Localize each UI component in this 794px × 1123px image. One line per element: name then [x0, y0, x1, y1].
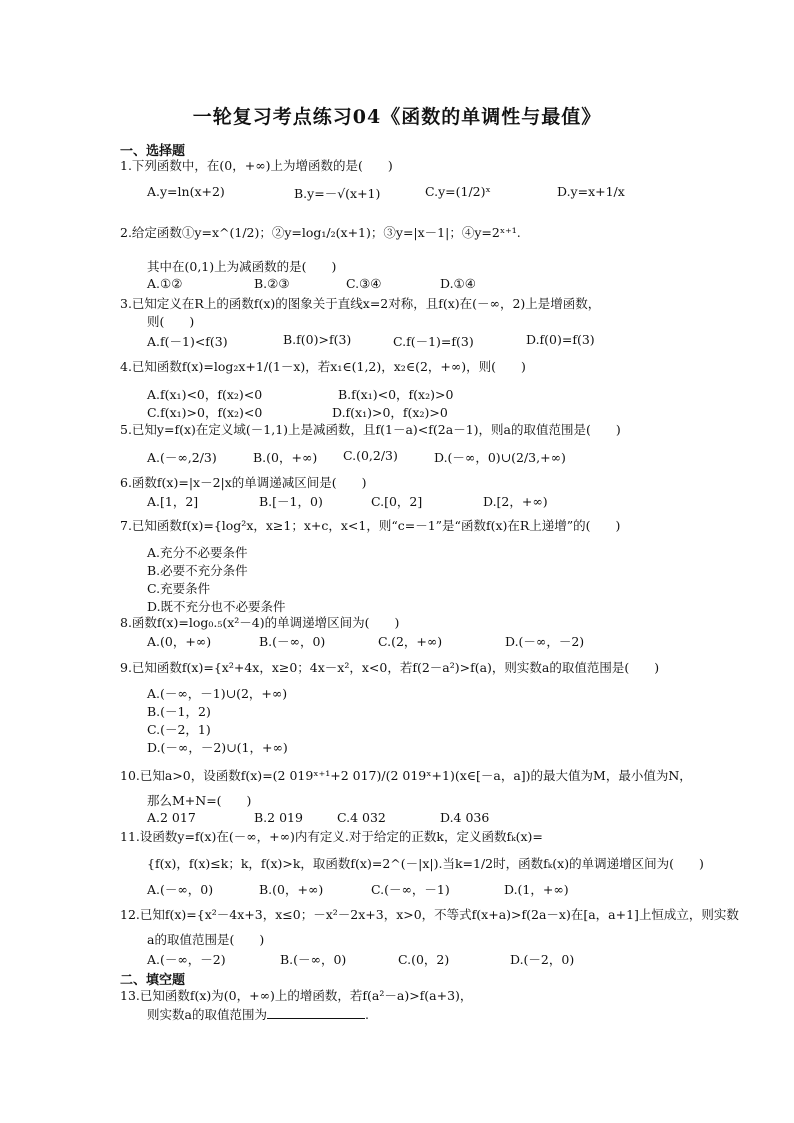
q13-sub-line: [147, 1006, 369, 1024]
q8-option-d: D.(－∞，－2): [505, 634, 585, 649]
q7-option-d: D.既不充分也不必要条件: [147, 599, 286, 614]
q8-option-c: C.(2，+∞): [378, 634, 443, 649]
q12-option-b: B.(－∞，0): [280, 952, 347, 967]
q11-option-b: B.(0，+∞): [259, 882, 324, 897]
q9-option-c: C.(－2，1): [147, 722, 211, 737]
q13-stem: 13.已知函数f(x)为(0，+∞)上的增函数，若f(a²－a)>f(a+3)，: [120, 988, 473, 1003]
q1-option-b: B.y=－√(x+1): [294, 186, 381, 201]
q1-option-a: A.y=ln(x+2): [147, 184, 225, 199]
q7-stem: 7.已知函数f(x)={log²x，x≥1；x+c，x<1，则“c=－1”是“函数f(x)在R上递增”的( ): [120, 518, 621, 533]
q13-sub: 则实数a的取值范围为: [147, 1007, 267, 1022]
q10-sub: 那么M+N=( ): [147, 793, 252, 808]
q11-option-d: D.(1，+∞): [504, 882, 569, 897]
q7-option-b: B.必要不充分条件: [147, 563, 248, 578]
q2-option-b: B.②③: [254, 276, 290, 291]
q4-option-d: D.f(x₁)>0，f(x₂)>0: [332, 405, 448, 420]
q13-period: .: [364, 1007, 369, 1022]
section-fill: 二、填空题: [120, 973, 186, 988]
q10-option-d: D.4 036: [440, 810, 490, 825]
q11-option-a: A.(－∞，0): [147, 882, 214, 897]
q4-option-a: A.f(x₁)<0，f(x₂)<0: [147, 387, 263, 402]
q5-option-c: C.(0,2/3): [343, 448, 398, 463]
q11-option-c: C.(－∞，－1): [371, 882, 450, 897]
q1-option-d: D.y=x+1/x: [557, 184, 625, 199]
q10-option-b: B.2 019: [254, 810, 303, 825]
q3-option-a: A.f(－1)<f(3): [147, 334, 228, 349]
q12-option-c: C.(0，2): [398, 952, 450, 967]
q8-option-b: B.(－∞，0): [259, 634, 326, 649]
q9-stem: 9.已知函数f(x)={x²+4x，x≥0；4x－x²，x<0，若f(2－a²)>f(a)，则实数a的取值范围是( ): [120, 660, 660, 675]
q3-stem: 3.已知定义在R上的函数f(x)的图象关于直线x=2对称，且f(x)在(－∞，2)上是增函数，: [120, 296, 601, 311]
q12-stem: 12.已知f(x)={x²－4x+3，x≤0；－x²－2x+3，x>0，不等式f(x+a)>f(2a－x)在[a，a+1]上恒成立，则实数: [120, 907, 739, 922]
q5-option-a: A.(－∞,2/3): [147, 450, 217, 465]
q7-option-a: A.充分不必要条件: [147, 545, 248, 560]
q9-option-a: A.(－∞，－1)∪(2，+∞): [147, 686, 288, 701]
q10-option-c: C.4 032: [337, 810, 386, 825]
q6-option-b: B.[－1，0): [259, 494, 323, 509]
answer-blank: [267, 1006, 365, 1019]
q4-option-c: C.f(x₁)>0，f(x₂)<0: [147, 405, 263, 420]
section-choice: 一、选择题: [120, 144, 186, 159]
q12-sub: a的取值范围是( ): [147, 932, 265, 947]
q10-option-a: A.2 017: [147, 810, 196, 825]
q7-option-c: C.充要条件: [147, 581, 211, 596]
q6-stem: 6.函数f(x)=|x－2|x的单调递减区间是( ): [120, 475, 367, 490]
q6-option-d: D.[2，+∞): [483, 494, 548, 509]
q2-stem: 2.给定函数①y=x^(1/2)；②y=log₁/₂(x+1)；③y=|x－1|；④y=2ˣ⁺¹.: [120, 225, 521, 240]
q4-stem: 4.已知函数f(x)=log₂x+1/(1－x)，若x₁∈(1,2)，x₂∈(2，+∞)，则( ): [120, 359, 526, 374]
q8-option-a: A.(0，+∞): [147, 634, 212, 649]
q8-stem: 8.函数f(x)=log₀.₅(x²－4)的单调递增区间为( ): [120, 615, 400, 630]
q9-option-d: D.(－∞，－2)∪(1，+∞): [147, 740, 288, 755]
q1-option-c: C.y=(1/2)ˣ: [425, 184, 491, 199]
q11-stem: 11.设函数y=f(x)在(－∞，+∞)内有定义.对于给定的正数k，定义函数fₖ(x)=: [120, 829, 543, 844]
q9-option-b: B.(－1，2): [147, 704, 211, 719]
q10-stem: 10.已知a>0，设函数f(x)=(2 019ˣ⁺¹+2 017)/(2 019ˣ+1)(x∈[－a，a])的最大值为M，最小值为N，: [120, 768, 692, 783]
q3-option-d: D.f(0)=f(3): [526, 332, 595, 347]
q2-option-c: C.③④: [346, 276, 382, 291]
q3-option-b: B.f(0)>f(3): [283, 332, 352, 347]
q4-option-b: B.f(x₁)<0，f(x₂)>0: [338, 387, 454, 402]
q1-stem: 1.下列函数中，在(0，+∞)上为增函数的是( ): [120, 158, 393, 173]
q11-sub: {f(x)，f(x)≤k；k，f(x)>k，取函数f(x)=2^(－|x|).当k=1/2时，函数fₖ(x)的单调递增区间为( ): [147, 856, 704, 871]
q5-option-d: D.(－∞，0)∪(2/3,+∞): [434, 450, 566, 465]
q5-option-b: B.(0，+∞): [253, 450, 318, 465]
q5-stem: 5.已知y=f(x)在定义域(－1,1)上是减函数，且f(1－a)<f(2a－1)，则a的取值范围是( ): [120, 422, 621, 437]
q6-option-a: A.[1，2]: [147, 494, 199, 509]
q12-option-d: D.(－2，0): [510, 952, 575, 967]
q2-option-d: D.①④: [440, 276, 476, 291]
q3-option-c: C.f(－1)=f(3): [393, 334, 474, 349]
q3-sub: 则( ): [147, 314, 195, 329]
page-title: 一轮复习考点练习04《函数的单调性与最值》: [192, 106, 602, 128]
q2-sub: 其中在(0,1)上为减函数的是( ): [147, 259, 337, 274]
q2-option-a: A.①②: [147, 276, 183, 291]
q12-option-a: A.(－∞，－2): [147, 952, 226, 967]
q6-option-c: C.[0，2]: [371, 494, 423, 509]
